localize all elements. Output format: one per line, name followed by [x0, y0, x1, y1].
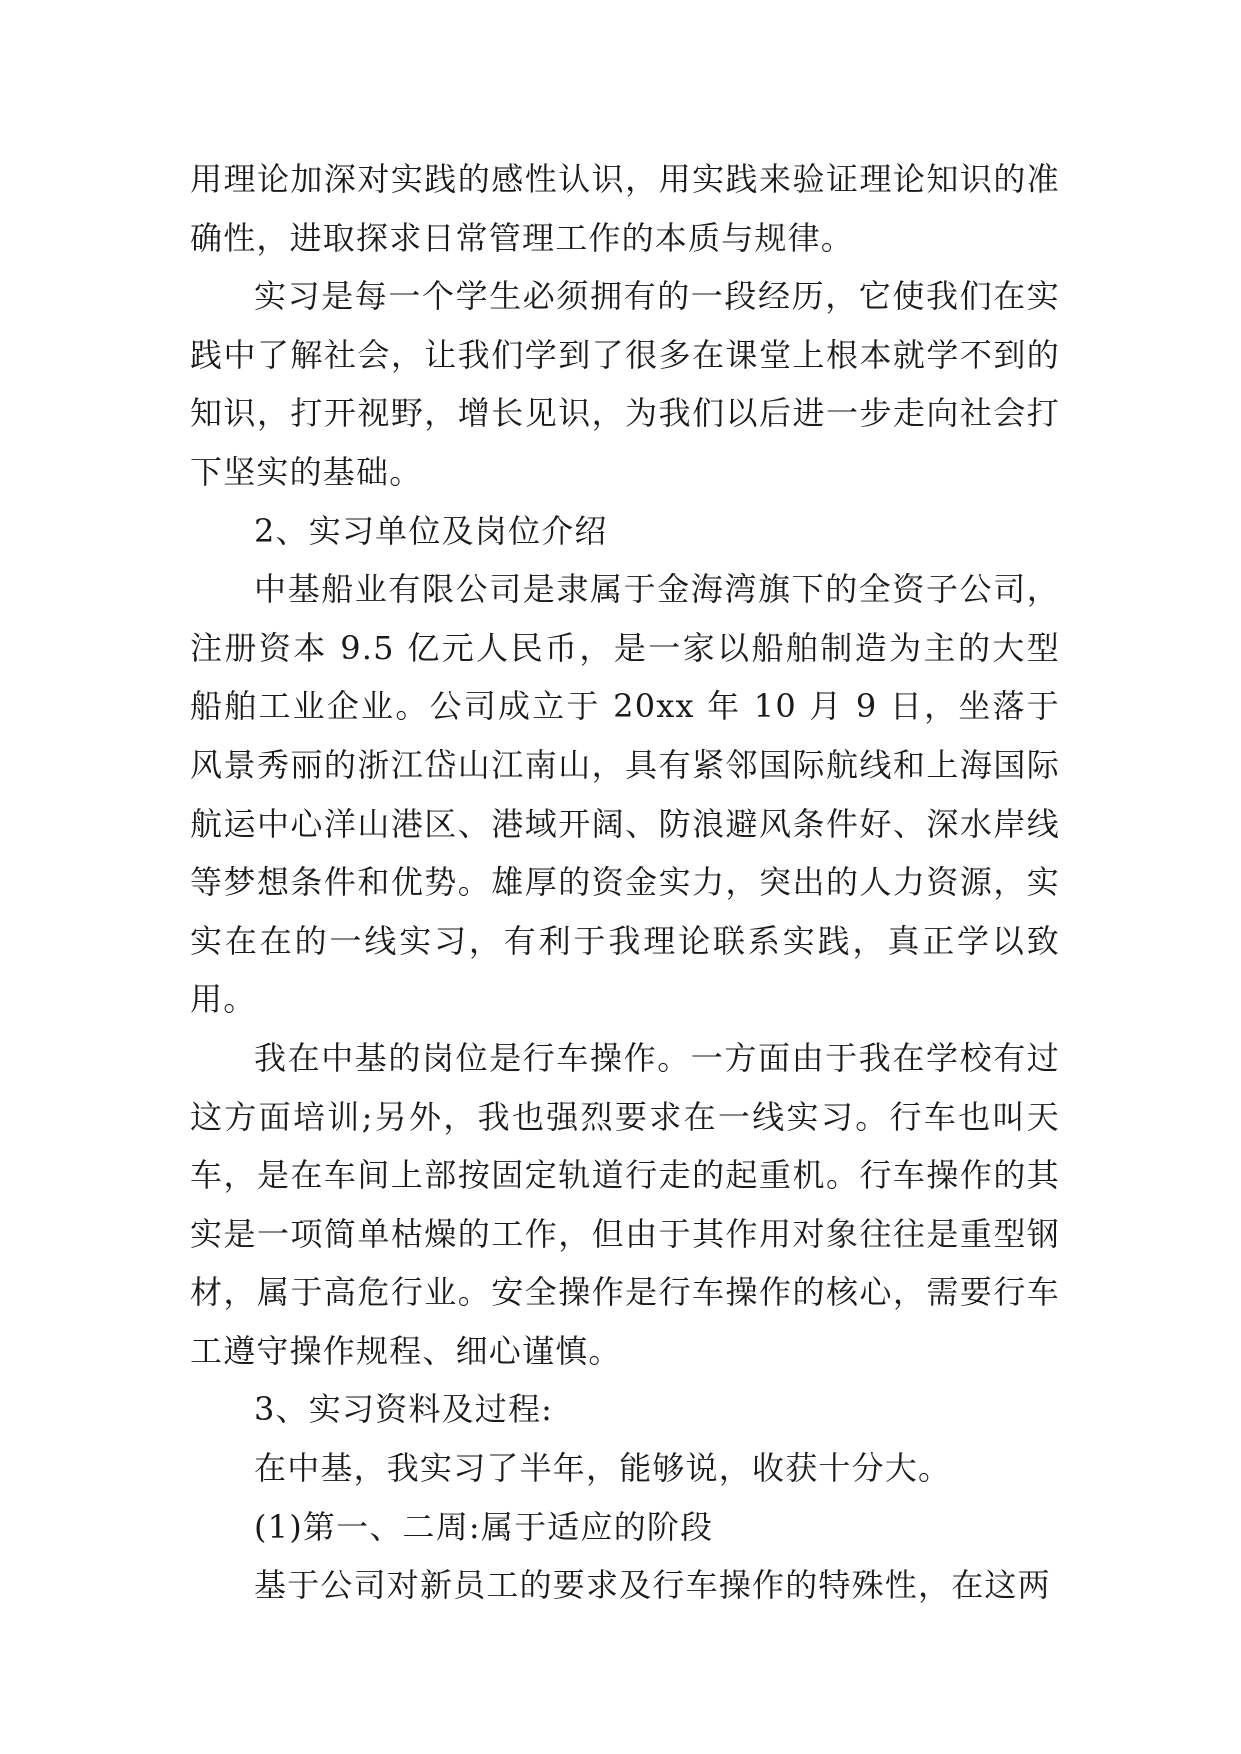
- paragraph-position-description: 我在中基的岗位是行车操作。一方面由于我在学校有过这方面培训;另外，我也强烈要求在一线实习。行车也叫天车，是在车间上部按固定轨道行走的起重机。行车操作的其实是一项简单枯燥的工作，但由于其作用对象往往是重型钢材，属于高危行业。安全操作是行车操作的核心，需要行车工遵守操作规程、细心谨慎。: [190, 1038, 1060, 1370]
- paragraph-internship-value: 实习是每一个学生必须拥有的一段经历，它使我们在实践中了解社会，让我们学到了很多在课堂上根本就学不到的知识，打开视野，增长见识，为我们以后进一步走向社会打下坚实的基础。: [190, 277, 1060, 491]
- section-heading-process: 3、实习资料及过程:: [254, 1390, 554, 1429]
- paragraph-theory-practice: 用理论加深对实践的感性认识，用实践来验证理论知识的准确性，进取探求日常管理工作的本质与规律。: [190, 160, 1060, 257]
- document-body: [190, 150, 1060, 1615]
- paragraph-new-employee-requirements: 基于公司对新员工的要求及行车操作的特殊性，在这两: [254, 1566, 1051, 1605]
- paragraph-company-description: 中基船业有限公司是隶属于金海湾旗下的全资子公司，注册资本 9.5 亿元人民币，是一家以船舶制造为主的大型船舶工业企业。公司成立于 20xx 年 10 月 9 日，坐落于风景秀丽的浙江岱山江南山，具有紧邻国际航线和上海国际航运中心洋山港区、港域开阔、防浪避风条件好、深水岸线等梦想条件和优势。雄厚的资金实力，突出的人力资源，实实在在的一线实习，有利于我理论联系实践，真正学以致用。: [190, 570, 1060, 1019]
- paragraph-half-year: 在中基，我实习了半年，能够说，收获十分大。: [254, 1449, 952, 1488]
- subheading-weeks-one-two: (1)第一、二周:属于适应的阶段: [254, 1507, 714, 1546]
- section-heading-company-intro: 2、实习单位及岗位介绍: [254, 511, 608, 550]
